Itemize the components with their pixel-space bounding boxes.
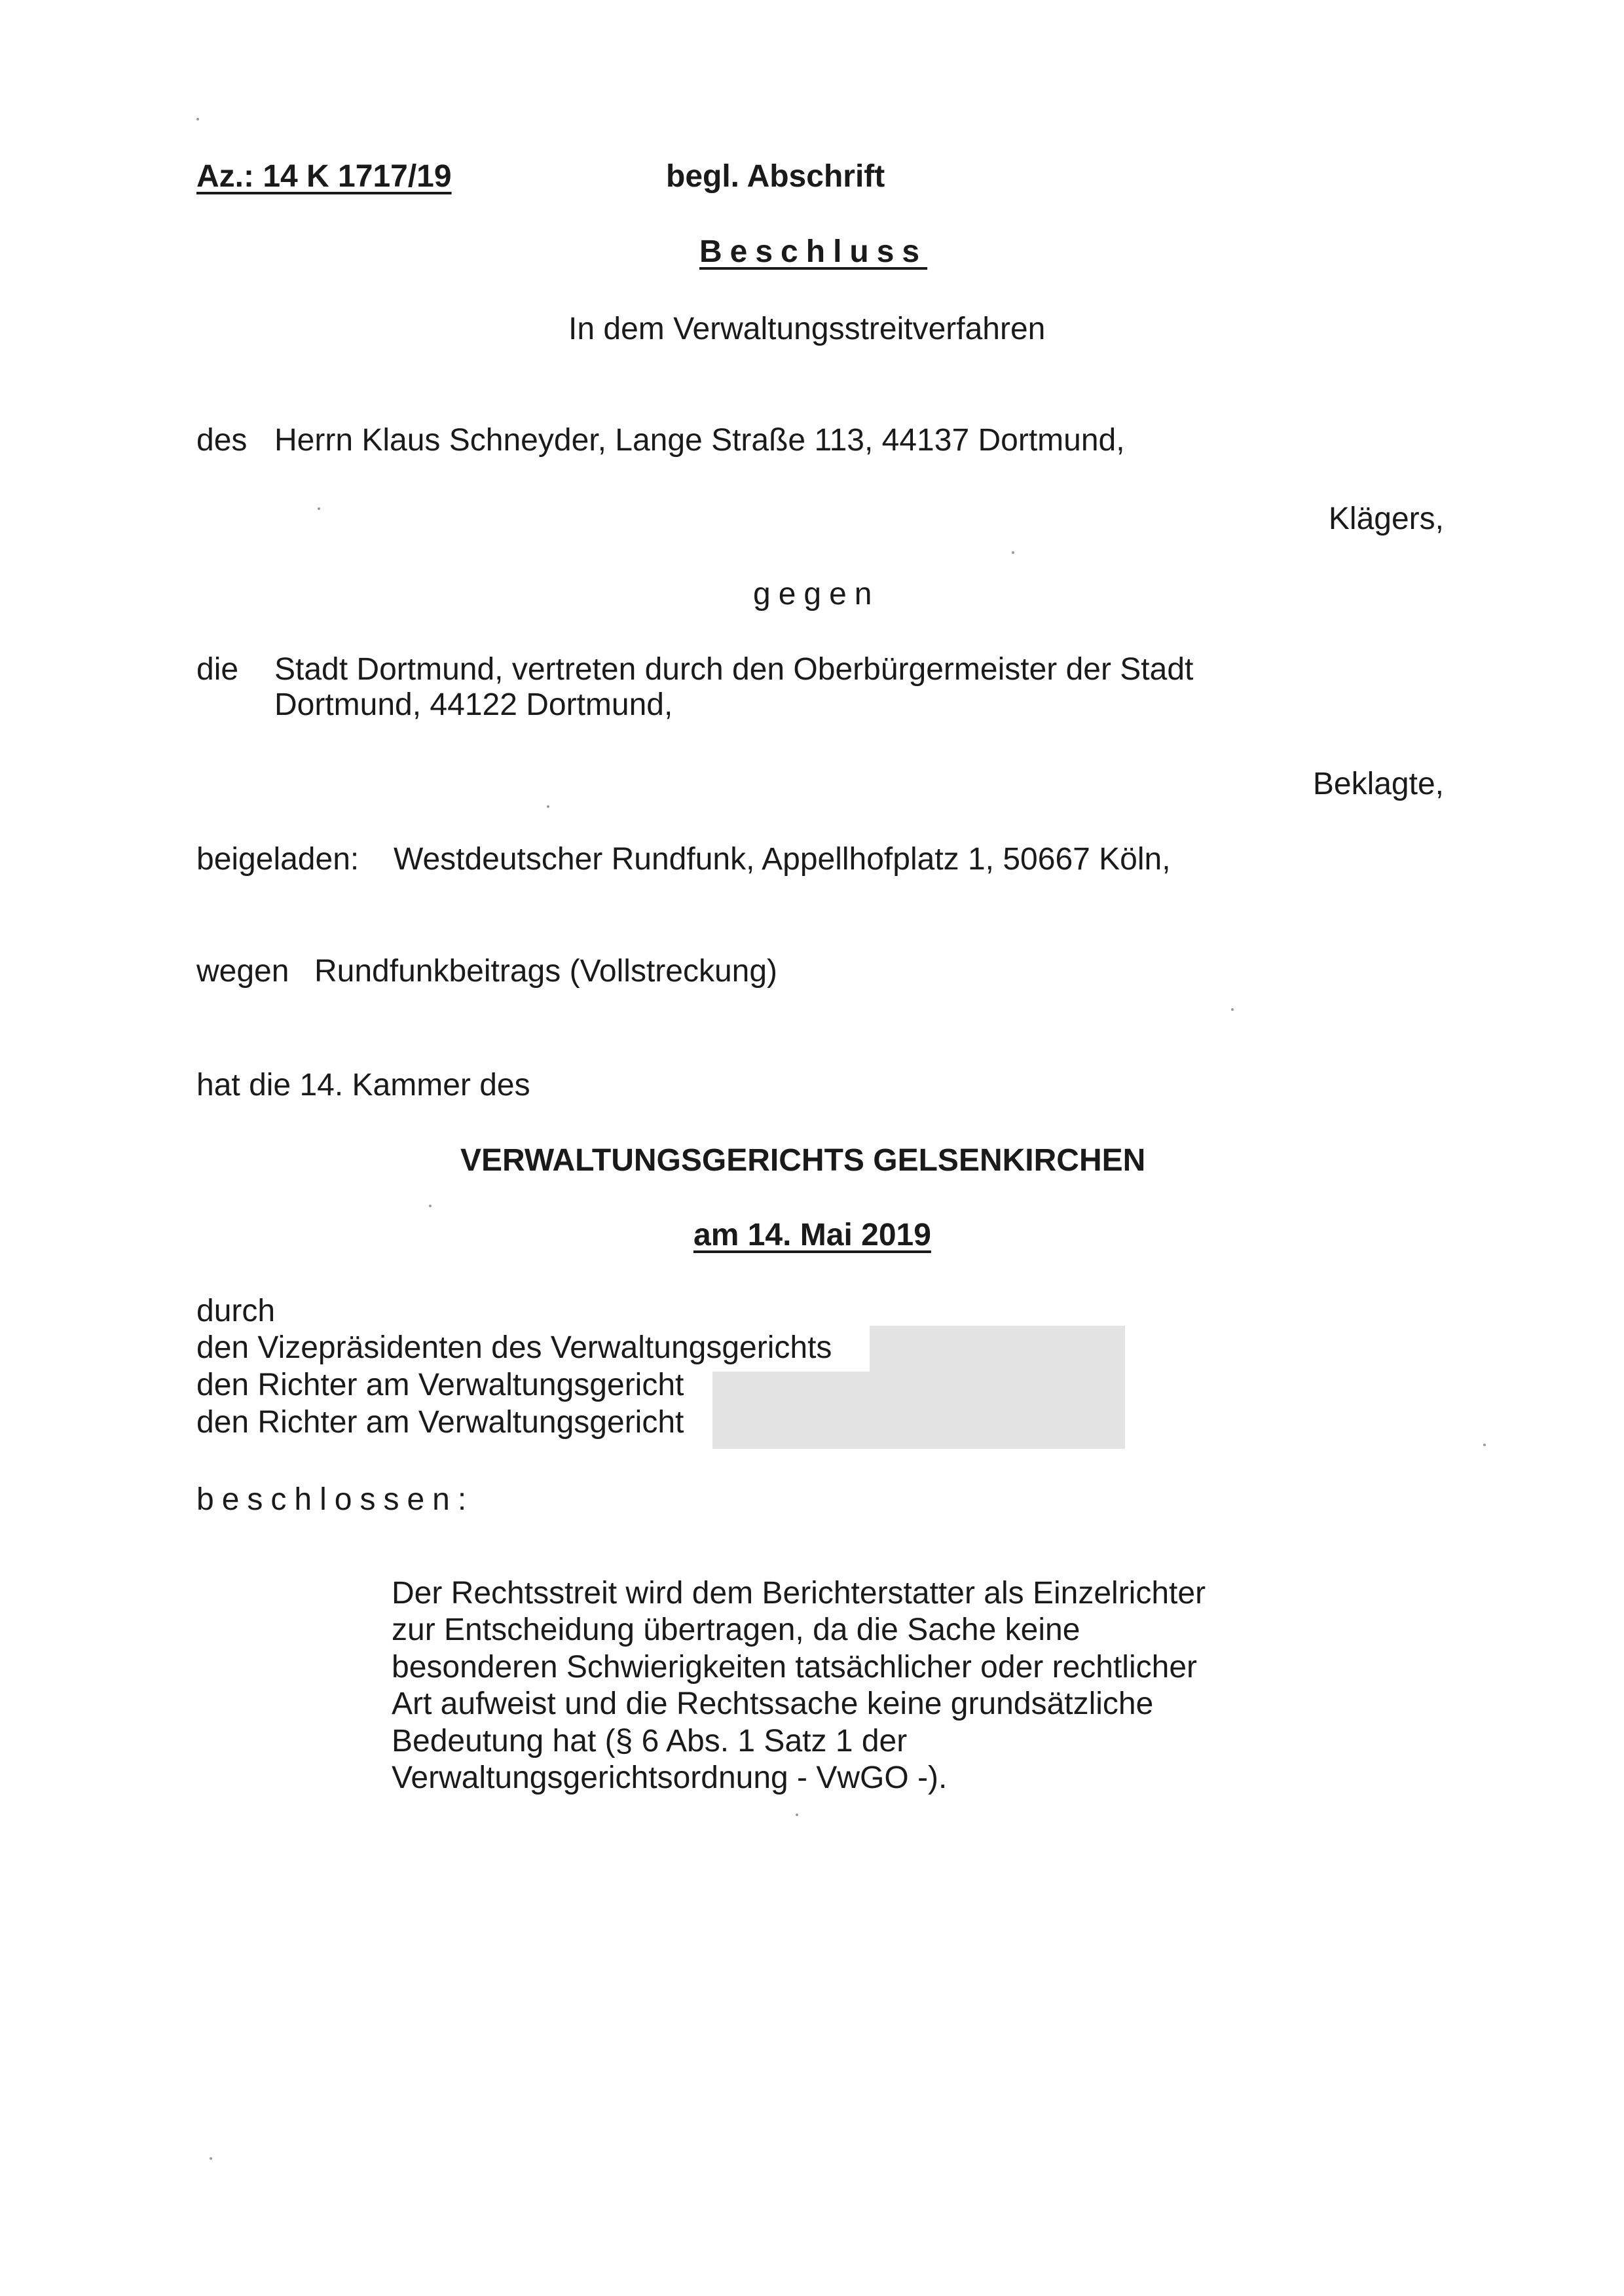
judge-line-3: den Richter am Verwaltungsgericht <box>196 1405 684 1440</box>
scan-speck <box>196 118 199 120</box>
case-number: Az.: 14 K 1717/19 <box>196 159 452 194</box>
ruling-line-5: Bedeutung hat (§ 6 Abs. 1 Satz 1 der <box>392 1724 908 1758</box>
judge-line-2: den Richter am Verwaltungsgericht <box>196 1368 684 1402</box>
plaintiff-role: Klägers, <box>1328 501 1444 536</box>
ruling-line-6: Verwaltungsgerichtsordnung - VwGO -). <box>392 1760 948 1795</box>
plaintiff-address: Herrn Klaus Schneyder, Lange Straße 113, 44137 Dortmund, <box>274 423 1125 458</box>
scan-speck <box>318 507 320 510</box>
decided-label: beschlossen: <box>196 1482 475 1517</box>
ruling-line-2: zur Entscheidung übertragen, da die Sache keine <box>392 1613 1080 1647</box>
chamber-line: hat die 14. Kammer des <box>196 1068 530 1102</box>
ruling-line-1: Der Rechtsstreit wird dem Berichterstatter als Einzelrichter <box>392 1576 1206 1611</box>
scan-speck <box>1012 551 1014 554</box>
scan-speck <box>429 1205 432 1207</box>
scan-speck <box>210 2157 212 2160</box>
redaction-box <box>712 1372 1125 1449</box>
proceedings-intro: In dem Verwaltungsstreitverfahren <box>568 312 1046 346</box>
subject-prefix: wegen <box>196 954 289 989</box>
decision-date: am 14. Mai 2019 <box>693 1218 931 1252</box>
ruling-line-3: besonderen Schwierigkeiten tatsächlicher oder rechtlicher <box>392 1650 1197 1685</box>
defendant-role: Beklagte, <box>1312 767 1444 801</box>
scan-speck <box>796 1813 798 1816</box>
scan-speck <box>547 805 549 808</box>
judge-line-1: den Vizepräsidenten des Verwaltungsgerichts <box>196 1330 832 1365</box>
versus: gegen <box>753 577 880 611</box>
scan-speck <box>1231 1008 1234 1011</box>
judges-by: durch <box>196 1294 276 1328</box>
scan-speck <box>1483 1444 1486 1446</box>
summoned-label: beigeladen: <box>196 842 360 877</box>
defendant-line-2: Dortmund, 44122 Dortmund, <box>274 687 673 722</box>
defendant-line-1: Stadt Dortmund, vertreten durch den Oberbürgermeister der Stadt <box>274 652 1194 687</box>
subject-text: Rundfunkbeitrags (Vollstreckung) <box>314 954 778 989</box>
summoned-party: Westdeutscher Rundfunk, Appellhofplatz 1, 50667 Köln, <box>394 842 1171 877</box>
document-title: Beschluss <box>699 234 928 269</box>
court-name: VERWALTUNGSGERICHTS GELSENKIRCHEN <box>460 1143 1146 1178</box>
defendant-prefix: die <box>196 652 239 687</box>
redaction-box <box>870 1326 1125 1372</box>
copy-note: begl. Abschrift <box>666 159 885 194</box>
plaintiff-prefix: des <box>196 423 248 458</box>
ruling-line-4: Art aufweist und die Rechtssache keine grundsätzliche <box>392 1686 1154 1721</box>
